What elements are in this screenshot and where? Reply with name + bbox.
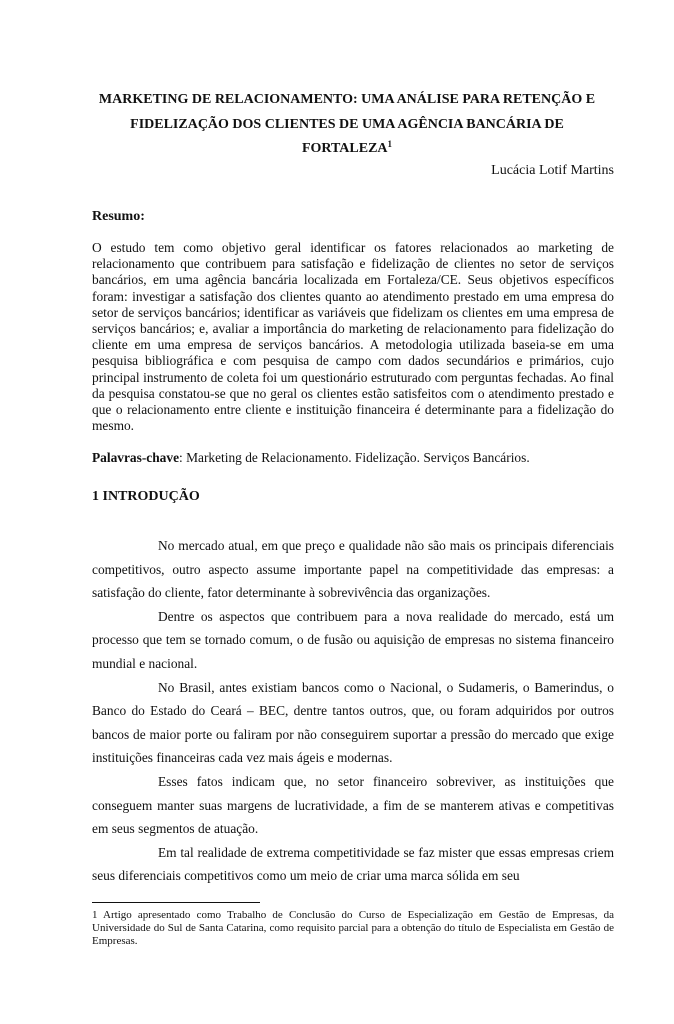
paragraph: Em tal realidade de extrema competitividade se faz mister que essas empresas criem seus diferenciais competitivos como um meio de criar uma marca sólida em seu [92,844,614,884]
abstract-text: O estudo tem como objetivo geral identificar os fatores relacionados ao marketing de relacionamento que contribuem para satisfação e fidelização de clientes no setor de serviços bancários, em uma agência bancária localizada em Fortaleza/CE. Seus objetivos específicos foram: investigar a satisfação dos clientes quanto ao atendimento prestado em uma empresa do setor de serviços bancários; identificar as variáveis que fidelizam os clientes em uma empresa de serviços bancários; e, avaliar a importância do marketing de relacionamento para fidelização do cliente em uma empresa de serviços bancários. A metodologia utilizada baseia-se em uma pesquisa bibliográfica e com pesquisa de campo com dados secundários e primários, cujo principal instrumento de coleta foi um questionário estruturado com perguntas fechadas. Ao final da pesquisa constatou-se que no geral os clientes estão satisfeitos com o atendimento prestado e que o relacionamento entre cliente e instituição financeira é determinante para a fidelização do mesmo. [92,240,614,434]
title-line-3 [90,137,604,162]
keywords-line [92,450,614,466]
keywords-label: Palavras-chave [92,450,180,465]
footnote-divider [92,902,260,903]
paragraph: No Brasil, antes existiam bancos como o Nacional, o Sudameris, o Bamerindus, o Banco do Estado do Ceará – BEC, dentre tantos outros, que, ou foram adquiridos por outros bancos de maior porte ou faliram por não conseguirem suportar a pressão do mercado que exige instituições financeiras cada vez mais ágeis e modernas. [92,679,614,766]
introduction-body [92,534,614,888]
title-line-2: FIDELIZAÇÃO DOS CLIENTES DE UMA AGÊNCIA BANCÁRIA DE [130,116,564,132]
title-line-1: MARKETING DE RELACIONAMENTO: UMA ANÁLISE PARA RETENÇÃO E [98,92,596,107]
paragraph: Dentre os aspectos que contribuem para a nova realidade do mercado, está um processo que tem se tornado comum, o de fusão ou aquisição de empresas no sistema financeiro mundial e nacional. [92,608,614,671]
abstract-heading: Resumo: [92,209,145,224]
paragraph: Esses fatos indicam que, no setor financeiro sobreviver, as instituições que conseguem manter suas margens de lucratividade, a fim de se manterem ativas e competitivas em seus segmentos de atuação. [92,773,614,837]
paper-title [90,88,604,162]
title-footnote-mark: 1 [387,139,393,149]
footnote-text: 1 Artigo apresentado como Trabalho de Conclusão do Curso de Especialização em Gestão de Empresas, da Universidade do Sul de Santa Catarina, como requisito parcial para a obtenção do título de Especialista em Gestão de Empresas. [92,909,614,947]
paragraph: No mercado atual, em que preço e qualidade não são mais os principais diferenciais competitivos, outro aspecto assume importante papel na competitividade das empresas: a satisfação do cliente, fator determinante à sobrevivência das organizações. [92,538,614,601]
author-name: Lucácia Lotif Martins [491,163,614,178]
keywords-text: : Marketing de Relacionamento. Fidelização. Serviços Bancários. [179,450,530,465]
section-heading-introduction: 1 INTRODUÇÃO [92,489,200,504]
title-line-3-text: FORTALEZA [301,141,388,156]
